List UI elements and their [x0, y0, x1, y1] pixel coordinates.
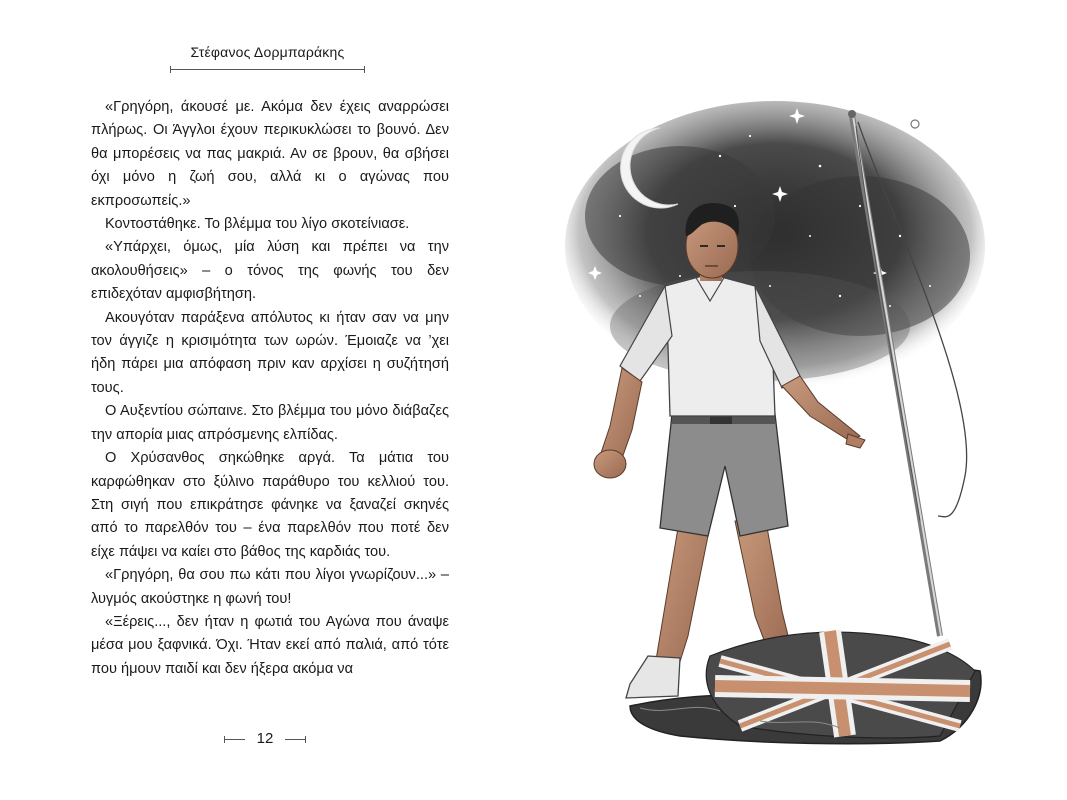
- author-name: Στέφανος Δορμπαράκης: [190, 44, 345, 60]
- page-number: [224, 728, 306, 752]
- paragraph: Κοντοστάθηκε. Το βλέμμα του λίγο σκοτείνιασε.: [105, 216, 410, 233]
- paragraph: Ο Αυξεντίου σώπαινε. Στο βλέμμα του μόνο διάβαζες την απορία μιας απρόσμενης ελπίδας.: [91, 403, 449, 443]
- paragraph: «Ξέρεις..., δεν ήταν η φωτιά του Αγώνα που άναψε μέσα μου ξαφνικά. Όχι. Ήταν εκεί από παλιά, από τότε που ήμουν παιδί και δεν ήξερα ακόμα να: [91, 613, 449, 677]
- body-text: [91, 96, 449, 681]
- paragraph: «Γρηγόρη, άκουσέ με. Ακόμα δεν έχεις αναρρώσει πλήρως. Οι Άγγλοι έχουν περικυκλώσει το βουνό. Δεν θα μπορέσεις να πας μακριά. Αν σε βρουν, θα σβήσει όχι μόνο η ζωή σου, αλλά κι ο αγώνας που εκπροσωπείς.»: [91, 99, 449, 209]
- paragraph: Ο Χρύσανθος σηκώθηκε αργά. Τα μάτια του καρφώθηκαν στο ξύλινο παράθυρο του κελλιού του. Στη σιγή που επικράτησε φάνηκε να ξαναζεί σκηνές από το παρελθόν του – ένα παρελθόν που ποτέ δεν είχε πάψει να καίει στο βάθος της καρδιάς του.: [91, 450, 449, 560]
- paragraph: «Υπάρχει, όμως, μία λύση και πρέπει να την ακολουθήσεις» – ο τόνος της φωνής του δεν επιδεχόταν αμφισβήτηση.: [91, 239, 449, 303]
- header-rule: [170, 69, 365, 78]
- paragraph: Ακουγόταν παράξενα απόλυτος κι ήταν σαν να μην τον άγγιζε η κρισιμότητα των ωρών. Έμοιαζε να ’χει ήδη πάρει μια απόφαση πριν καν αρχίσει η συζήτησή τους.: [91, 309, 449, 396]
- paragraph: «Γρηγόρη, θα σου πω κάτι που λίγοι γνωρίζουν...» – λυγμός ακούστηκε η φωνή του!: [91, 567, 449, 607]
- illustration-boy-with-flagpole: [560, 96, 990, 746]
- running-header: [170, 44, 365, 78]
- page-number-text: 12: [256, 730, 274, 747]
- page-number-rule-right: [285, 739, 306, 740]
